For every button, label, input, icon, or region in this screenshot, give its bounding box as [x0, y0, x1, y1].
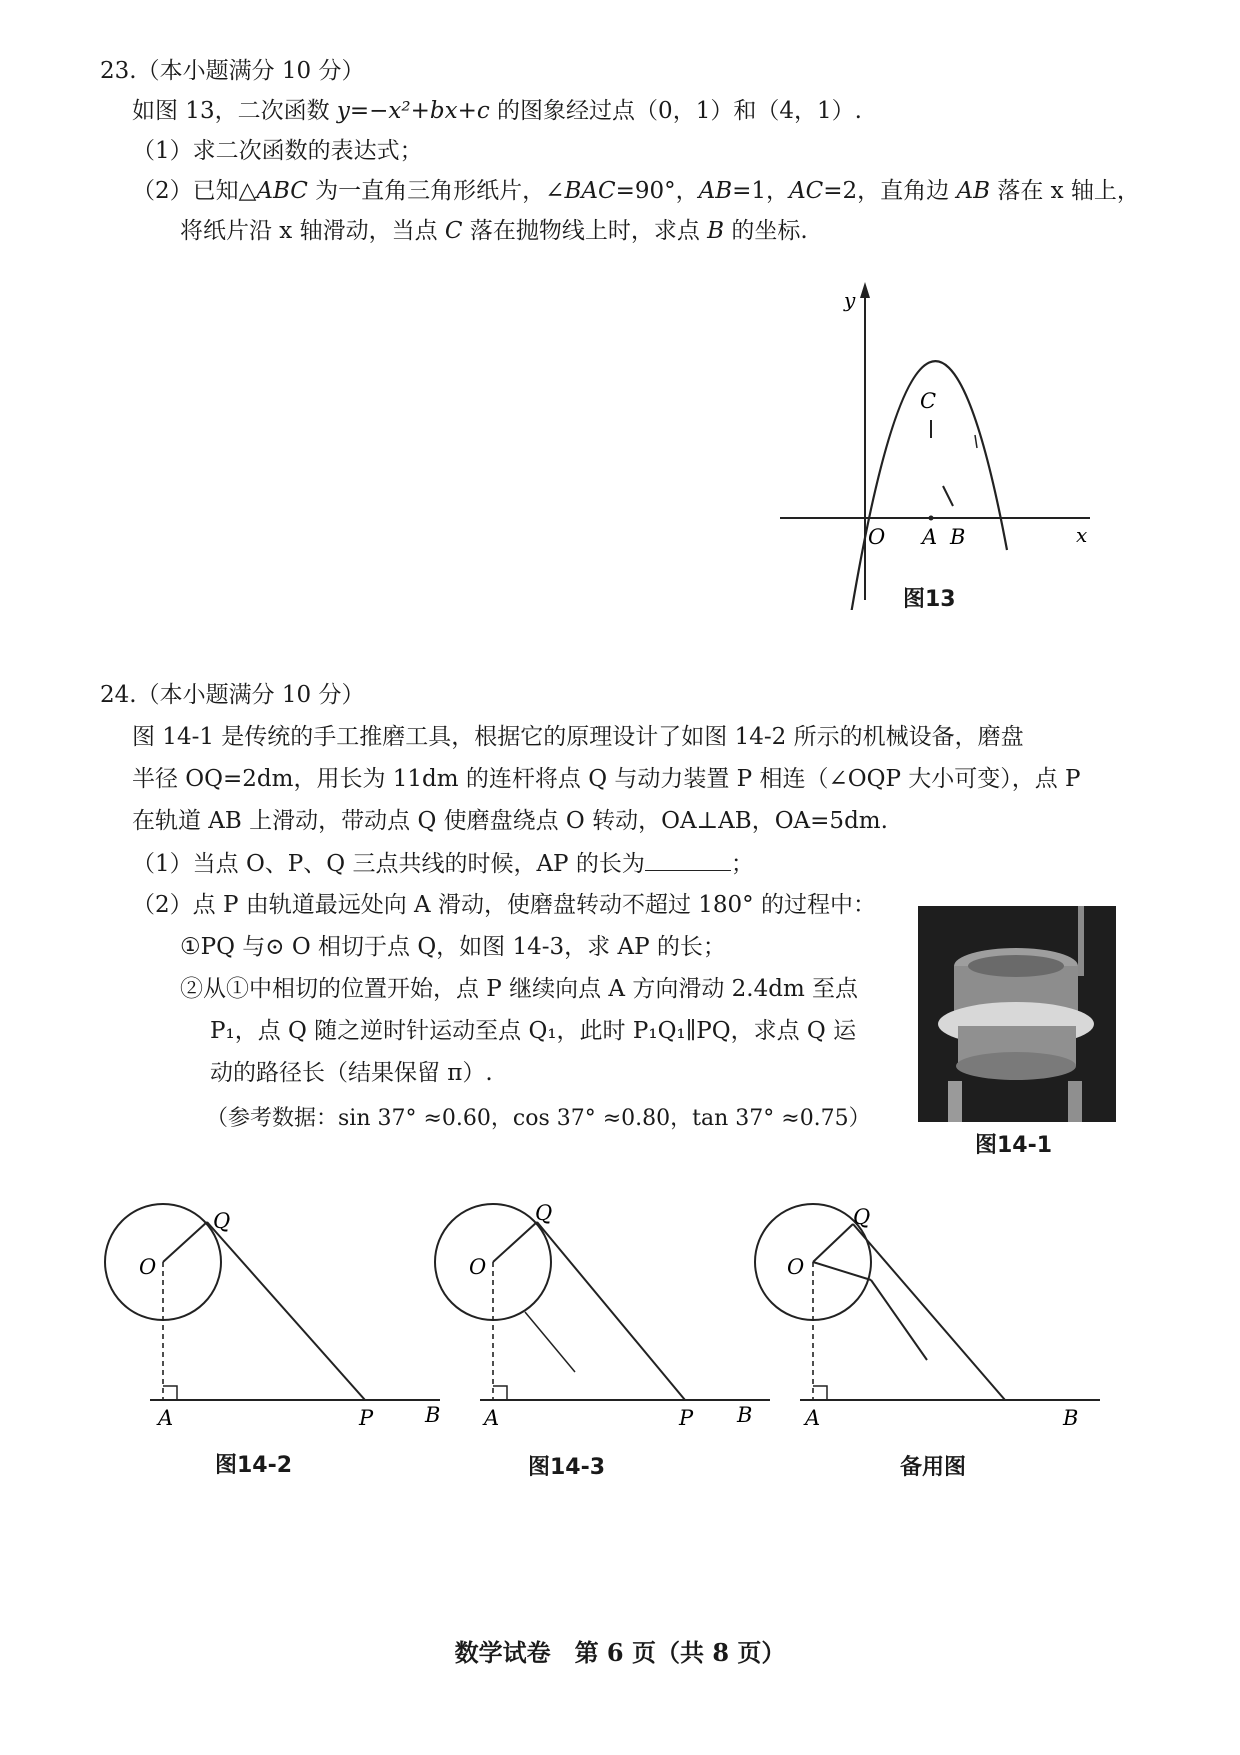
rod-pq [853, 1224, 1005, 1400]
figure-13-caption: 图13 [903, 587, 956, 612]
radius-oq1 [813, 1262, 871, 1280]
figure-14-2 [95, 1200, 455, 1440]
q24-part1: （1）当点 O、P、Q 三点共线的时候，AP 的长为 ； [132, 848, 754, 879]
q24-reference-data: （参考数据：sin 37° ≈0.60，cos 37° ≈0.80，tan 37° ≈0.75） [206, 1106, 871, 1131]
answer-blank [645, 848, 731, 871]
y-axis-label: y [844, 288, 856, 312]
rod-qp [207, 1222, 365, 1400]
q24-sub1: ①PQ 与⊙ O 相切于点 Q，如图 14-3，求 AP 的长； [180, 934, 726, 960]
label-b: B [1063, 1406, 1079, 1430]
pencil-mark [525, 1312, 575, 1372]
label-q: Q [213, 1209, 231, 1233]
x-axis-label: x [1076, 523, 1088, 547]
figure-14-3 [415, 1200, 775, 1440]
point-a-dot [929, 516, 934, 521]
figure-14-1-caption: 图14-1 [975, 1133, 1053, 1158]
label-a: A [805, 1406, 821, 1430]
label-a: A [158, 1406, 174, 1430]
tangent-rod-pq [537, 1222, 685, 1400]
label-b: B [425, 1403, 441, 1427]
label-b: B [737, 1403, 753, 1427]
label-a: A [484, 1406, 500, 1430]
figure-14-2-caption: 图14-2 [215, 1453, 293, 1478]
y-axis-arrow [860, 282, 870, 298]
right-angle-mark [813, 1386, 827, 1400]
page-footer: 数学试卷 第 6 页（共 8 页） [454, 1638, 786, 1667]
origin-label: O [868, 525, 886, 549]
q23-stem: 如图 13，二次函数 y=−x²+bx+c 的图象经过点（0，1）和（4，1）. [132, 98, 862, 124]
label-p: P [359, 1406, 374, 1430]
figure-13-parabola [760, 280, 1110, 610]
q24-header: 24.（本小题满分 10 分） [100, 682, 365, 708]
backup-figure-caption: 备用图 [900, 1455, 967, 1480]
q24-part2: （2）点 P 由轨道最远处向 A 滑动，使磨盘转动不超过 180° 的过程中： [132, 892, 876, 918]
point-a-label: A [922, 525, 938, 549]
q24-stem-line2: 半径 OQ=2dm，用长为 11dm 的连杆将点 Q 与动力装置 P 相连（∠OQP 大小可变），点 P [132, 766, 1081, 792]
rod-p1q1 [871, 1280, 927, 1360]
q24-stem-line3: 在轨道 AB 上滑动，带动点 Q 使磨盘绕点 O 转动，OA⊥AB，OA=5dm. [132, 808, 888, 834]
right-angle-mark [163, 1386, 177, 1400]
right-angle-mark [493, 1386, 507, 1400]
radius-oq [493, 1222, 537, 1262]
figure-14-1-photo [918, 906, 1116, 1122]
label-o: O [139, 1255, 157, 1279]
label-o: O [469, 1255, 487, 1279]
label-o: O [787, 1255, 805, 1279]
q24-sub2-line3: 动的路径长（结果保留 π）. [210, 1060, 493, 1086]
q24-stem-line1: 图 14-1 是传统的手工推磨工具，根据它的原理设计了如图 14-2 所示的机械设备，磨盘 [132, 724, 1024, 750]
figure-14-3-caption: 图14-3 [528, 1455, 606, 1480]
point-b-label: B [950, 525, 966, 549]
curve-arrow-mark [975, 435, 977, 448]
q23-part2-line2: 将纸片沿 x 轴滑动，当点 C 落在抛物线上时，求点 B 的坐标. [180, 218, 808, 244]
radius-oq [813, 1224, 853, 1262]
q23-header: 23.（本小题满分 10 分） [100, 58, 365, 84]
label-p: P [679, 1406, 694, 1430]
q24-sub2-line1: ②从①中相切的位置开始，点 P 继续向点 A 方向滑动 2.4dm 至点 [180, 976, 859, 1002]
segment-cb [943, 486, 953, 506]
point-c-label: C [920, 389, 937, 413]
backup-figure [735, 1200, 1105, 1440]
label-q: Q [853, 1205, 871, 1229]
q23-part1: （1）求二次函数的表达式； [132, 138, 423, 164]
label-q: Q [535, 1201, 553, 1225]
radius-oq [163, 1222, 207, 1262]
q23-part2-line1: （2）已知△ABC 为一直角三角形纸片，∠BAC=90°，AB=1，AC=2，直角边 AB 落在 x 轴上， [132, 178, 1140, 204]
q24-sub2-line2: P₁，点 Q 随之逆时针运动至点 Q₁，此时 P₁Q₁∥PQ，求点 Q 运 [210, 1018, 857, 1044]
